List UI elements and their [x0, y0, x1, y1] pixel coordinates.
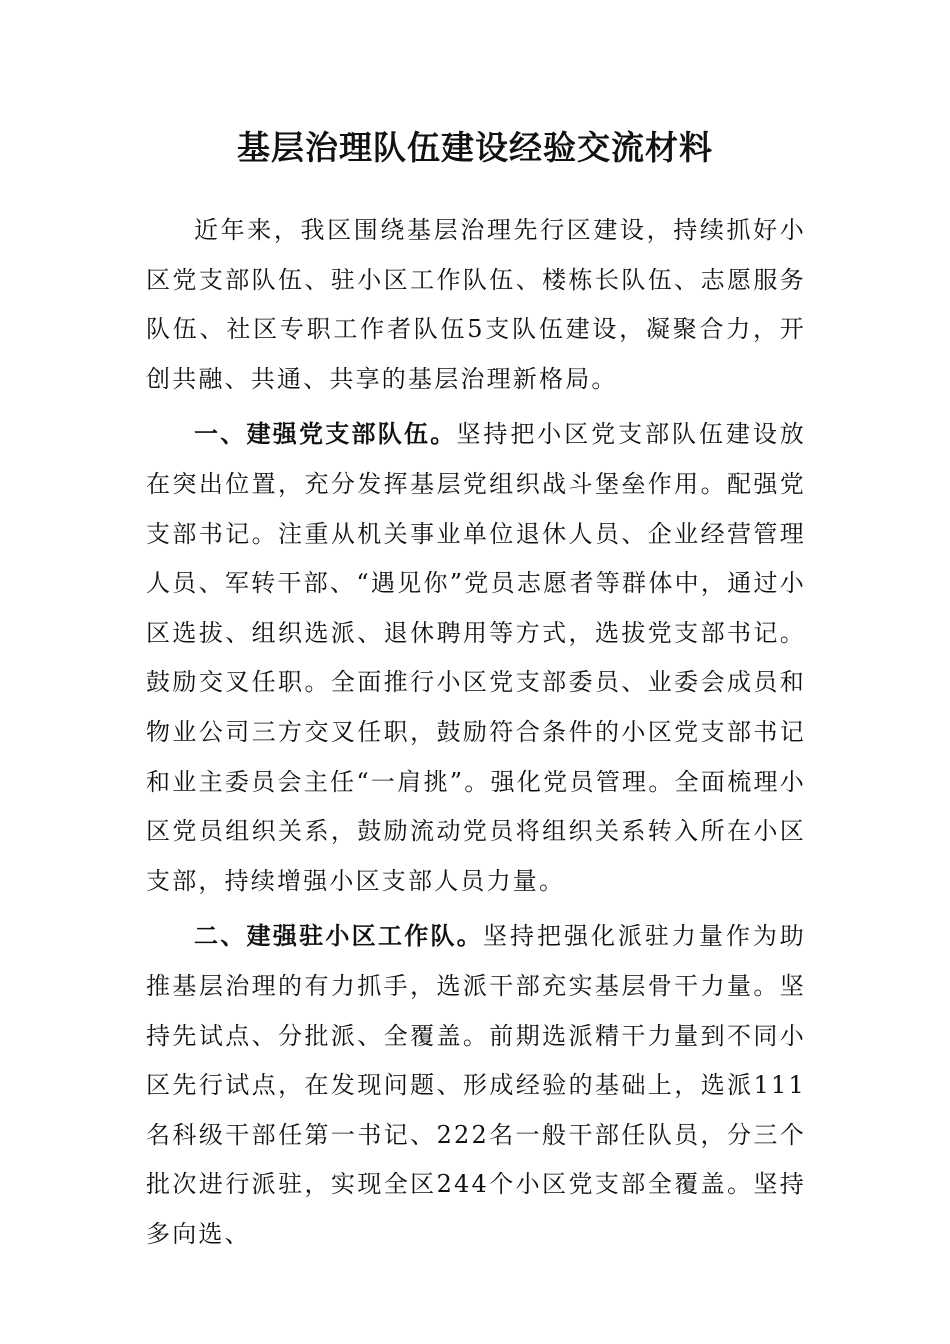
section-2-text: 坚持把强化派驻力量作为助推基层治理的有力抓手，选派干部充实基层骨干力量。坚持先试点、分批派、全覆盖。前期选派精干力量到不同小区先行试点，在发现问题、形成经验的基础上，选派111名科级干部任第一书记、222名一般干部任队员，分三个批次进行派驻，实现全区244个小区党支部全覆盖。坚持多向选、	[146, 922, 806, 1248]
section-1-text: 坚持把小区党支部队伍建设放在突出位置，充分发挥基层党组织战斗堡垒作用。配强党支部书记。注重从机关事业单位退休人员、企业经营管理人员、军转干部、“遇见你”党员志愿者等群体中，通过小区选拔、组织选派、退休聘用等方式，选拔党支部书记。鼓励交叉任职。全面推行小区党支部委员、业委会成员和物业公司三方交叉任职，鼓励符合条件的小区党支部书记和业主委员会主任“一肩挑”。强化党员管理。全面梳理小区党员组织关系，鼓励流动党员将组织关系转入所在小区支部，持续增强小区支部人员力量。	[146, 420, 806, 895]
paragraph-section-1	[146, 410, 806, 906]
section-1-heading: 一、建强党支部队伍。	[194, 420, 457, 449]
document-body	[146, 206, 806, 1259]
document-title: 基层治理队伍建设经验交流材料	[237, 128, 713, 167]
paragraph-section-2	[146, 912, 806, 1259]
paragraph-intro-text: 近年来，我区围绕基层治理先行区建设，持续抓好小区党支部队伍、驻小区工作队伍、楼栋长队伍、志愿服务队伍、社区专职工作者队伍5支队伍建设，凝聚合力，开创共融、共通、共享的基层治理新格局。	[146, 216, 806, 393]
paragraph-intro	[146, 206, 806, 404]
section-2-heading: 二、建强驻小区工作队。	[194, 922, 484, 951]
